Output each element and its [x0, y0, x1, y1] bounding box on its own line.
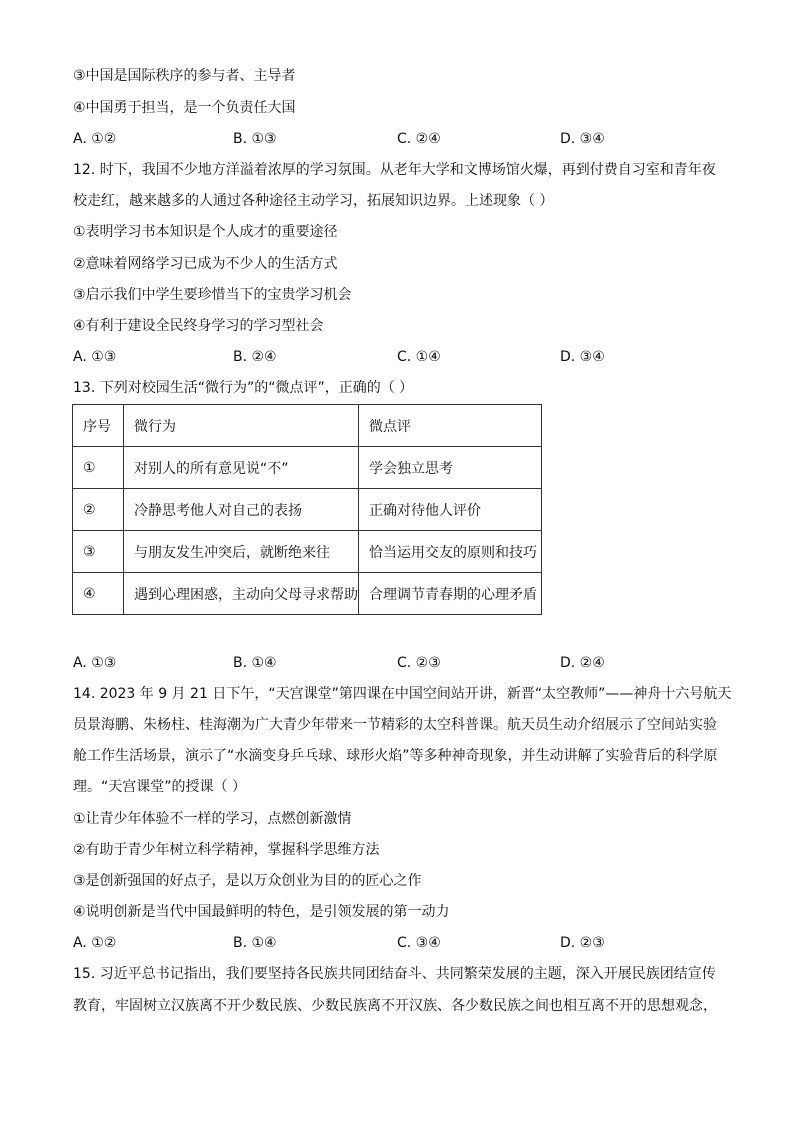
table-row — [73, 531, 542, 573]
q13-options — [73, 653, 733, 673]
q12-option-d: D. ③④ — [560, 349, 605, 365]
table-cell: ③ — [73, 531, 124, 573]
q14-statement-3: ③是创新强国的好点子，是以万众创业为目的的匠心之作 — [73, 873, 422, 889]
q11-option-b: B. ①③ — [233, 131, 277, 147]
q14-statement-1: ①让青少年体验不一样的学习，点燃创新激情 — [73, 811, 352, 827]
q14-option-b: B. ①④ — [233, 935, 277, 951]
q13-stem: 13. 下列对校园生活“微行为”的“微点评”，正确的（ ） — [73, 380, 414, 396]
q14-stem-line-2: 员景海鹏、朱杨柱、桂海潮为广大青少年带来一节精彩的太空科普课。航天员生动介绍展示了空间站实验 — [73, 717, 717, 733]
q14-stem-line-3: 舱工作生活场景，演示了“水滴变身乒乓球、球形火焰”等多种神奇现象，并生动讲解了实验背后的科学原 — [73, 748, 718, 764]
q14-stem-line-4: 理。“天宫课堂”的授课（ ） — [73, 779, 246, 795]
q13-option-d: D. ②④ — [560, 655, 605, 671]
q14-option-d: D. ②③ — [560, 935, 605, 951]
q14-stem-line-1: 14. 2023 年 9 月 21 日下午，“天宫课堂”第四课在中国空间站开讲，新晋“太空教师”——神舟十六号航天 — [73, 686, 732, 702]
table-cell: 遇到心理困惑，主动向父母寻求帮助 — [124, 573, 359, 615]
table-cell: ① — [73, 447, 124, 489]
q11-option-a: A. ①② — [73, 131, 117, 147]
table-header-cell: 微行为 — [124, 405, 359, 447]
table-row — [73, 447, 542, 489]
q12-statement-2: ②意味着网络学习已成为不少人的生活方式 — [73, 256, 338, 272]
q12-statement-1: ①表明学习书本知识是个人成才的重要途径 — [73, 224, 338, 240]
q11-option-d: D. ③④ — [560, 131, 605, 147]
table-header-cell: 序号 — [73, 405, 124, 447]
q11-option-c: C. ②④ — [397, 131, 441, 147]
q15-stem-line-2: 教育，牢固树立汉族离不开少数民族、少数民族离不开汉族、各少数民族之间也相互离不开的思想观念， — [73, 998, 717, 1014]
table-cell: 冷静思考他人对自己的表扬 — [124, 489, 359, 531]
table-cell: ④ — [73, 573, 124, 615]
q11-options — [73, 129, 733, 149]
q13-table — [72, 404, 542, 615]
q13-option-c: C. ②③ — [397, 655, 441, 671]
table-cell: 学会独立思考 — [359, 447, 542, 489]
q12-option-a: A. ①③ — [73, 349, 117, 365]
q11-statement-3: ③中国是国际秩序的参与者、主导者 — [73, 68, 296, 84]
table-row — [73, 573, 542, 615]
table-cell: 与朋友发生冲突后，就断绝来往 — [124, 531, 359, 573]
table-cell: 正确对待他人评价 — [359, 489, 542, 531]
q12-statement-3: ③启示我们中学生要珍惜当下的宝贵学习机会 — [73, 287, 352, 303]
table-row — [73, 489, 542, 531]
table-cell: 对别人的所有意见说“不” — [124, 447, 359, 489]
q15-stem-line-1: 15. 习近平总书记指出，我们要坚持各民族共同团结奋斗、共同繁荣发展的主题，深入开展民族团结宣传 — [73, 966, 716, 982]
q12-option-b: B. ②④ — [233, 349, 277, 365]
q12-option-c: C. ①④ — [397, 349, 441, 365]
table-cell: ② — [73, 489, 124, 531]
q12-statement-4: ④有利于建设全民终身学习的学习型社会 — [73, 318, 324, 334]
q14-statement-4: ④说明创新是当代中国最鲜明的特色，是引领发展的第一动力 — [73, 904, 450, 920]
q12-stem-line-1: 12. 时下，我国不少地方洋溢着浓厚的学习氛围。从老年大学和文博场馆火爆，再到付费自习室和青年夜 — [73, 162, 716, 178]
q12-options — [73, 347, 733, 367]
q12-stem-line-2: 校走红，越来越多的人通过各种途径主动学习，拓展知识边界。上述现象（ ） — [73, 193, 554, 209]
table-header-row — [73, 405, 542, 447]
q13-option-b: B. ①④ — [233, 655, 277, 671]
q14-option-a: A. ①② — [73, 935, 117, 951]
table-cell: 合理调节青春期的心理矛盾 — [359, 573, 542, 615]
q11-statement-4: ④中国勇于担当，是一个负责任大国 — [73, 100, 296, 116]
q14-option-c: C. ③④ — [397, 935, 441, 951]
table-header-cell: 微点评 — [359, 405, 542, 447]
q14-statement-2: ②有助于青少年树立科学精神，掌握科学思维方法 — [73, 842, 380, 858]
table-cell: 恰当运用交友的原则和技巧 — [359, 531, 542, 573]
q14-options — [73, 933, 733, 953]
q13-option-a: A. ①③ — [73, 655, 117, 671]
